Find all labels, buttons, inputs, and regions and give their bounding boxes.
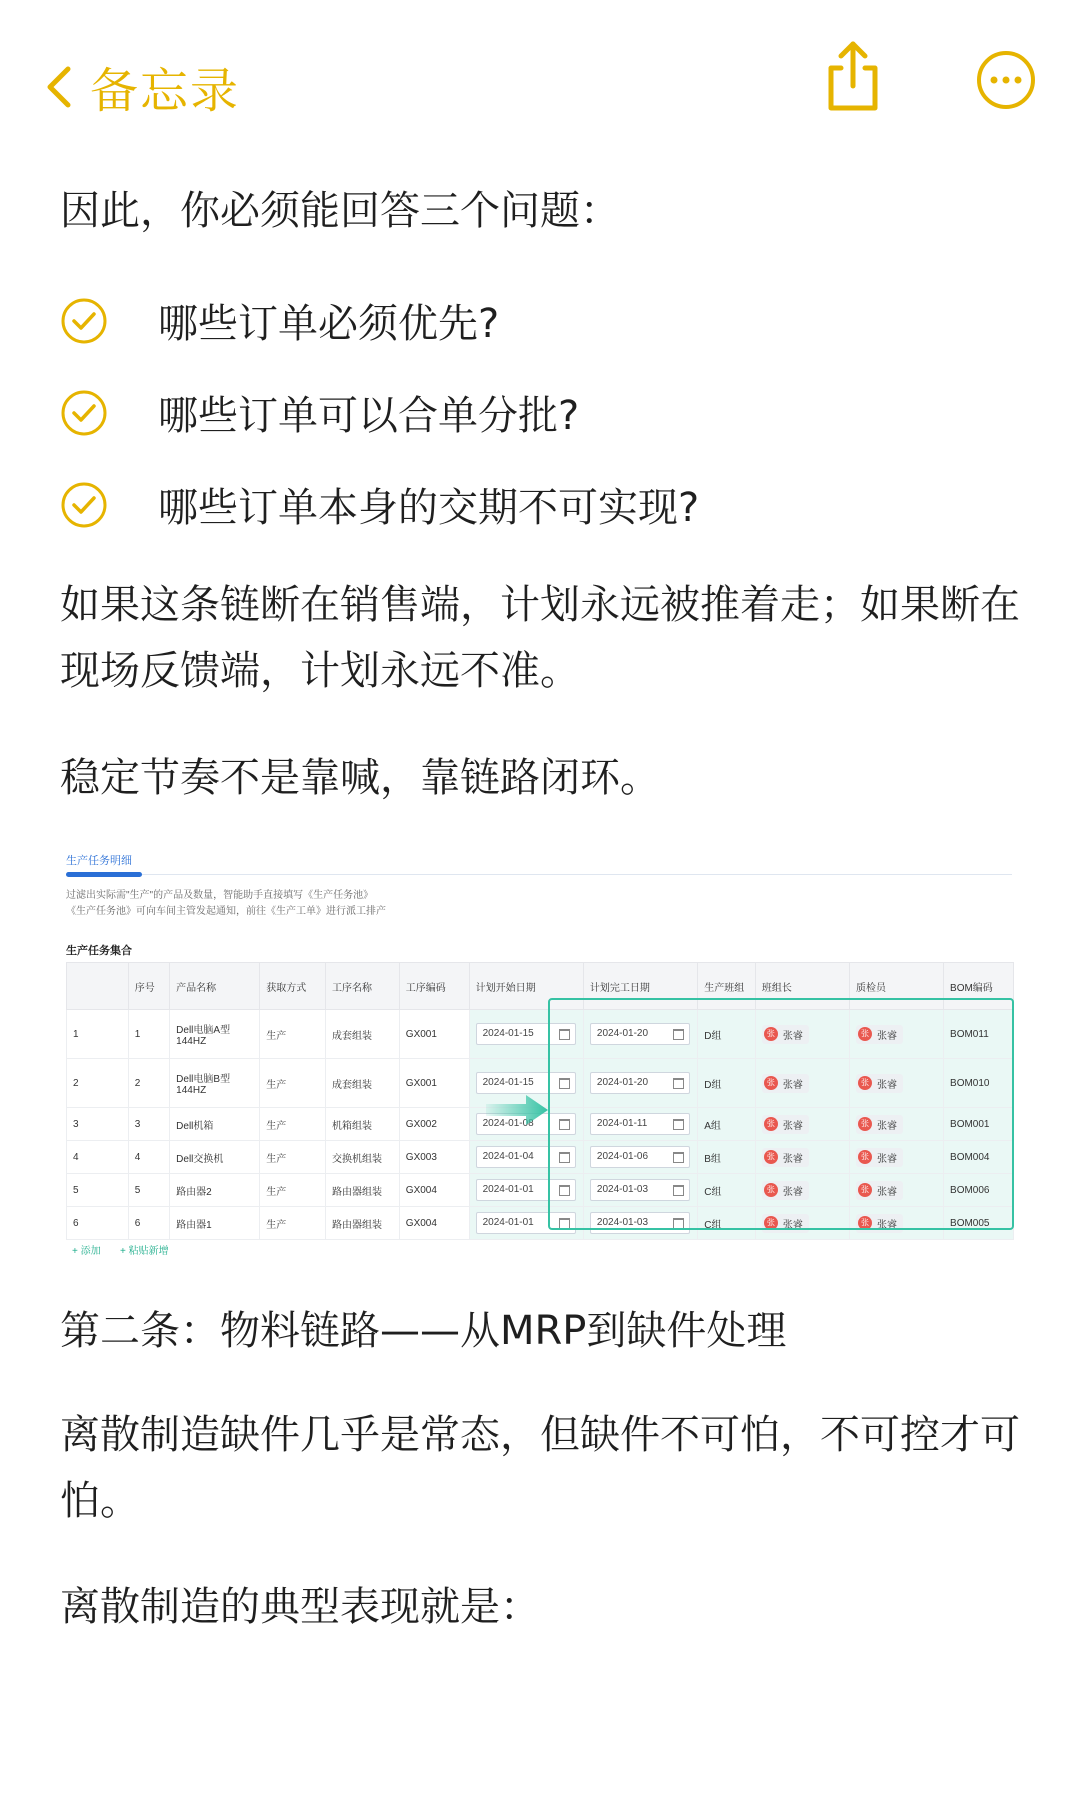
product-name: 路由器2 bbox=[176, 1186, 212, 1198]
user-chip[interactable] bbox=[856, 1181, 903, 1200]
avatar: 张 bbox=[858, 1027, 872, 1041]
cell-process: 路由器组装 bbox=[325, 1174, 399, 1207]
paragraph: 如果这条链断在销售端，计划永远被推着走；如果断在现场反馈端，计划永远不准。 bbox=[60, 582, 1020, 694]
start-date-field[interactable] bbox=[476, 1072, 576, 1094]
cell-method: 生产 bbox=[260, 1141, 326, 1174]
cell-process-code: GX004 bbox=[399, 1207, 469, 1240]
cell-process-code: GX001 bbox=[399, 1010, 469, 1059]
cell-bom: BOM011 bbox=[944, 1010, 1014, 1059]
user-name: 张睿 bbox=[782, 1219, 803, 1231]
table-row[interactable] bbox=[67, 1207, 1014, 1240]
end-date-field[interactable] bbox=[590, 1179, 690, 1201]
paste-add-button[interactable]: + 粘贴新增 bbox=[120, 1246, 169, 1257]
calendar-icon bbox=[673, 1119, 684, 1130]
cell-product bbox=[170, 1108, 260, 1141]
calendar-icon bbox=[559, 1029, 570, 1040]
avatar: 张 bbox=[764, 1117, 778, 1131]
product-spec: 144HZ bbox=[176, 1036, 207, 1047]
checked-circle-icon[interactable] bbox=[60, 297, 108, 345]
cell-process: 机箱组装 bbox=[325, 1108, 399, 1141]
cell-product bbox=[170, 1207, 260, 1240]
user-chip[interactable] bbox=[762, 1181, 809, 1200]
tab-indicator bbox=[66, 872, 142, 877]
calendar-icon bbox=[673, 1029, 684, 1040]
paragraph: 离散制造的典型表现就是： bbox=[60, 1584, 540, 1630]
nav-bar bbox=[0, 0, 1080, 160]
cell-team: A组 bbox=[698, 1108, 756, 1141]
description-line: 《生产任务池》可向车间主管发起通知，前往《生产工单》进行派工排产 bbox=[66, 906, 386, 917]
table-row[interactable] bbox=[67, 1141, 1014, 1174]
cell-end-date bbox=[583, 1059, 697, 1108]
product-name: Dell机箱 bbox=[176, 1120, 214, 1132]
end-date-field[interactable] bbox=[590, 1212, 690, 1234]
cell-start-date bbox=[469, 1141, 583, 1174]
column-header: 质检员 bbox=[849, 963, 943, 1010]
cell-team: C组 bbox=[698, 1207, 756, 1240]
user-chip[interactable] bbox=[762, 1115, 809, 1134]
table-row[interactable] bbox=[67, 1010, 1014, 1059]
user-chip[interactable] bbox=[856, 1074, 903, 1093]
user-name: 张睿 bbox=[782, 1153, 803, 1165]
calendar-icon bbox=[559, 1152, 570, 1163]
checklist-item-label: 哪些订单本身的交期不可实现? bbox=[158, 485, 700, 531]
cell-start-date bbox=[469, 1010, 583, 1059]
cell-team-leader bbox=[755, 1141, 849, 1174]
cell-end-date bbox=[583, 1174, 697, 1207]
column-header: 计划开始日期 bbox=[469, 963, 583, 1010]
paragraph: 离散制造缺件几乎是常态，但缺件不可怕，不可控才可怕。 bbox=[60, 1412, 1020, 1524]
user-name: 张睿 bbox=[782, 1030, 803, 1042]
checklist-item-label: 哪些订单必须优先? bbox=[158, 301, 500, 347]
embedded-screenshot bbox=[64, 850, 1020, 1270]
calendar-icon bbox=[673, 1185, 684, 1196]
user-chip[interactable] bbox=[762, 1025, 809, 1044]
back-label: 备忘录 bbox=[90, 63, 241, 119]
date-value: 2024-01-01 bbox=[482, 1217, 534, 1228]
end-date-field[interactable] bbox=[590, 1146, 690, 1168]
date-value: 2024-01-15 bbox=[482, 1028, 534, 1039]
row-index: 1 bbox=[67, 1010, 129, 1059]
product-name: 路由器1 bbox=[176, 1219, 212, 1231]
user-name: 张睿 bbox=[876, 1079, 897, 1091]
user-name: 张睿 bbox=[876, 1153, 897, 1165]
row-index: 2 bbox=[67, 1059, 129, 1108]
product-name: Dell电脑B型 bbox=[176, 1074, 231, 1085]
calendar-icon bbox=[559, 1078, 570, 1089]
row-index: 4 bbox=[67, 1141, 129, 1174]
cell-process: 路由器组装 bbox=[325, 1207, 399, 1240]
date-value: 2024-01-03 bbox=[596, 1184, 649, 1195]
date-value: 2024-01-11 bbox=[596, 1118, 648, 1129]
cell-team-leader bbox=[755, 1207, 849, 1240]
cell-method: 生产 bbox=[260, 1174, 326, 1207]
end-date-field[interactable] bbox=[590, 1023, 690, 1045]
date-value: 2024-01-08 bbox=[482, 1118, 534, 1129]
cell-team-leader bbox=[755, 1108, 849, 1141]
user-name: 张睿 bbox=[876, 1120, 897, 1132]
cell-end-date bbox=[583, 1108, 697, 1141]
cell-team-leader bbox=[755, 1174, 849, 1207]
cell-inspector bbox=[849, 1108, 943, 1141]
user-chip[interactable] bbox=[856, 1115, 903, 1134]
date-value: 2024-01-15 bbox=[482, 1077, 534, 1088]
column-header: 工序名称 bbox=[325, 963, 399, 1010]
date-value: 2024-01-06 bbox=[596, 1151, 649, 1162]
user-chip[interactable] bbox=[856, 1148, 903, 1167]
more-button[interactable] bbox=[976, 50, 1036, 110]
description-line: 过滤出实际需"生产"的产品及数量，智能助手直接填写《生产任务池》 bbox=[66, 890, 374, 901]
date-value: 2024-01-20 bbox=[596, 1028, 649, 1039]
cell-bom: BOM001 bbox=[944, 1108, 1014, 1141]
product-name: Dell交换机 bbox=[176, 1153, 224, 1165]
avatar: 张 bbox=[764, 1183, 778, 1197]
cell-process-code: GX004 bbox=[399, 1174, 469, 1207]
cell-product bbox=[170, 1141, 260, 1174]
cell-method: 生产 bbox=[260, 1207, 326, 1240]
tab-production-detail: 生产任务明细 bbox=[66, 855, 132, 867]
avatar: 张 bbox=[858, 1183, 872, 1197]
arrow-right-icon bbox=[486, 1095, 548, 1125]
cell-method: 生产 bbox=[260, 1059, 326, 1108]
cell-bom: BOM005 bbox=[944, 1207, 1014, 1240]
avatar: 张 bbox=[764, 1076, 778, 1090]
checklist-item[interactable] bbox=[60, 292, 499, 349]
cell-seq: 6 bbox=[128, 1207, 169, 1240]
date-value: 2024-01-04 bbox=[482, 1151, 534, 1162]
avatar: 张 bbox=[858, 1076, 872, 1090]
ellipsis-circle-icon bbox=[976, 50, 1036, 110]
start-date-field[interactable] bbox=[476, 1212, 576, 1234]
cell-inspector bbox=[849, 1059, 943, 1108]
cell-seq: 5 bbox=[128, 1174, 169, 1207]
cell-process: 交换机组装 bbox=[325, 1141, 399, 1174]
calendar-icon bbox=[673, 1078, 684, 1089]
user-name: 张睿 bbox=[782, 1120, 803, 1132]
end-date-field[interactable] bbox=[590, 1072, 690, 1094]
cell-seq: 2 bbox=[128, 1059, 169, 1108]
row-index: 5 bbox=[67, 1174, 129, 1207]
cell-team: D组 bbox=[698, 1010, 756, 1059]
cell-start-date bbox=[469, 1207, 583, 1240]
back-button[interactable] bbox=[44, 52, 240, 121]
checklist-item[interactable] bbox=[60, 476, 699, 533]
cell-inspector bbox=[849, 1207, 943, 1240]
user-chip[interactable] bbox=[762, 1074, 809, 1093]
cell-end-date bbox=[583, 1010, 697, 1059]
avatar: 张 bbox=[764, 1216, 778, 1230]
cell-process-code: GX002 bbox=[399, 1108, 469, 1141]
cell-inspector bbox=[849, 1174, 943, 1207]
column-header: 生产班组 bbox=[698, 963, 756, 1010]
cell-seq: 4 bbox=[128, 1141, 169, 1174]
cell-inspector bbox=[849, 1141, 943, 1174]
avatar: 张 bbox=[858, 1216, 872, 1230]
cell-team: B组 bbox=[698, 1141, 756, 1174]
end-date-field[interactable] bbox=[590, 1113, 690, 1135]
user-chip[interactable] bbox=[762, 1214, 809, 1233]
cell-process-code: GX001 bbox=[399, 1059, 469, 1108]
user-name: 张睿 bbox=[876, 1219, 897, 1231]
cell-team: C组 bbox=[698, 1174, 756, 1207]
divider bbox=[142, 874, 1012, 875]
date-value: 2024-01-03 bbox=[596, 1217, 649, 1228]
paragraph: 稳定节奏不是靠喊，靠链路闭环。 bbox=[60, 755, 660, 801]
calendar-icon bbox=[559, 1119, 570, 1130]
user-chip[interactable] bbox=[762, 1148, 809, 1167]
cell-team-leader bbox=[755, 1059, 849, 1108]
chevron-left-icon bbox=[44, 65, 72, 109]
table-header-row bbox=[67, 963, 1014, 1010]
calendar-icon bbox=[559, 1218, 570, 1229]
cell-process: 成套组装 bbox=[325, 1010, 399, 1059]
cell-seq: 3 bbox=[128, 1108, 169, 1141]
section-title: 生产任务集合 bbox=[66, 945, 132, 957]
cell-bom: BOM006 bbox=[944, 1174, 1014, 1207]
section-heading: 第二条：物料链路——从MRP到缺件处理 bbox=[60, 1308, 787, 1354]
checked-circle-icon[interactable] bbox=[60, 389, 108, 437]
user-name: 张睿 bbox=[876, 1030, 897, 1042]
cell-product bbox=[170, 1059, 260, 1108]
intro-text: 因此，你必须能回答三个问题： bbox=[60, 188, 620, 234]
column-header: 班组长 bbox=[755, 963, 849, 1010]
date-value: 2024-01-01 bbox=[482, 1184, 534, 1195]
column-header: 获取方式 bbox=[260, 963, 326, 1010]
share-button[interactable] bbox=[823, 38, 883, 114]
user-name: 张睿 bbox=[782, 1079, 803, 1091]
cell-product bbox=[170, 1174, 260, 1207]
cell-method: 生产 bbox=[260, 1010, 326, 1059]
start-date-field[interactable] bbox=[476, 1179, 576, 1201]
cell-product bbox=[170, 1010, 260, 1059]
add-row-button[interactable]: + 添加 bbox=[72, 1246, 101, 1257]
cell-team: D组 bbox=[698, 1059, 756, 1108]
checklist-item-label: 哪些订单可以合单分批? bbox=[158, 393, 580, 439]
avatar: 张 bbox=[858, 1150, 872, 1164]
user-name: 张睿 bbox=[782, 1186, 803, 1198]
cell-start-date bbox=[469, 1174, 583, 1207]
start-date-field[interactable] bbox=[476, 1023, 576, 1045]
avatar: 张 bbox=[764, 1150, 778, 1164]
cell-process: 成套组装 bbox=[325, 1059, 399, 1108]
cell-bom: BOM004 bbox=[944, 1141, 1014, 1174]
start-date-field[interactable] bbox=[476, 1146, 576, 1168]
column-header: 计划完工日期 bbox=[583, 963, 697, 1010]
checked-circle-icon[interactable] bbox=[60, 481, 108, 529]
date-value: 2024-01-20 bbox=[596, 1077, 649, 1088]
row-index: 3 bbox=[67, 1108, 129, 1141]
column-header bbox=[67, 963, 129, 1010]
user-name: 张睿 bbox=[876, 1186, 897, 1198]
user-chip[interactable] bbox=[856, 1025, 903, 1044]
calendar-icon bbox=[559, 1185, 570, 1196]
cell-method: 生产 bbox=[260, 1108, 326, 1141]
cell-end-date bbox=[583, 1207, 697, 1240]
product-name: Dell电脑A型 bbox=[176, 1025, 231, 1036]
cell-process-code: GX003 bbox=[399, 1141, 469, 1174]
cell-bom: BOM010 bbox=[944, 1059, 1014, 1108]
cell-seq: 1 bbox=[128, 1010, 169, 1059]
user-chip[interactable] bbox=[856, 1214, 903, 1233]
column-header: 序号 bbox=[128, 963, 169, 1010]
column-header: BOM编码 bbox=[944, 963, 1014, 1010]
avatar: 张 bbox=[858, 1117, 872, 1131]
column-header: 产品名称 bbox=[170, 963, 260, 1010]
table-row[interactable] bbox=[67, 1174, 1014, 1207]
cell-inspector bbox=[849, 1010, 943, 1059]
product-spec: 144HZ bbox=[176, 1085, 207, 1096]
calendar-icon bbox=[673, 1218, 684, 1229]
avatar: 张 bbox=[764, 1027, 778, 1041]
cell-team-leader bbox=[755, 1010, 849, 1059]
share-icon bbox=[823, 38, 883, 114]
row-index: 6 bbox=[67, 1207, 129, 1240]
checklist-item[interactable] bbox=[60, 384, 579, 441]
cell-end-date bbox=[583, 1141, 697, 1174]
column-header: 工序编码 bbox=[399, 963, 469, 1010]
calendar-icon bbox=[673, 1152, 684, 1163]
